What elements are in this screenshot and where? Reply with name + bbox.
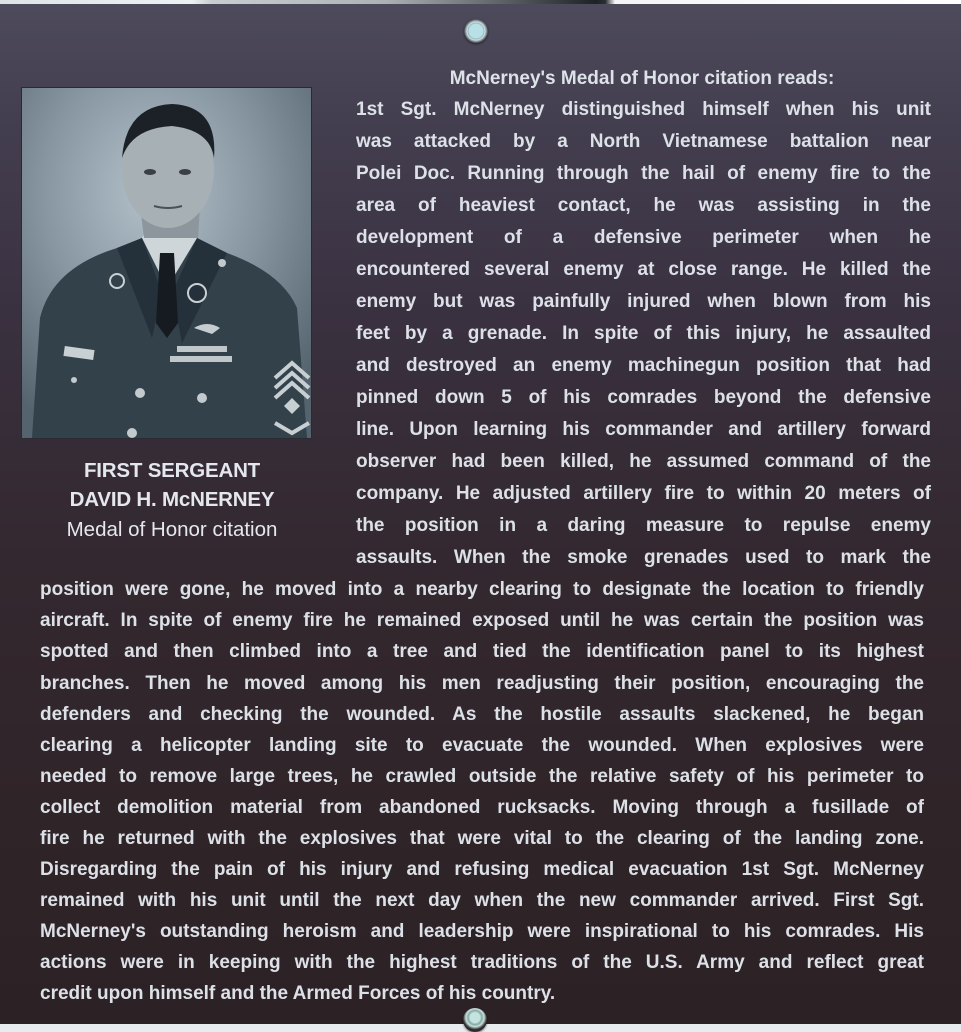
memorial-sign-board [0,4,961,1024]
citation-line: aircraft. In spite of enemy fire he remained exposed until he was certain the position was [40,610,924,631]
citation-line: credit upon himself and the Armed Forces of his country. [40,983,556,1004]
citation-line: needed to remove large trees, he crawled outside the relative safety of his perimeter to [40,766,924,787]
citation-heading: McNerney's Medal of Honor citation reads: [449,68,835,89]
citation-line: McNerney's outstanding heroism and leadership were inspirational to his comrades. His [40,921,924,942]
citation-line: Disregarding the pain of his injury and refusing medical evacuation 1st Sgt. McNerney [40,859,924,880]
citation-line: area of heaviest contact, he was assisting in the [356,195,931,216]
citation-line: encountered several enemy at close range. He killed the [356,259,931,280]
citation-line: the position in a daring measure to repulse enemy [356,515,931,536]
portrait-photo [22,88,311,438]
soldier-portrait-icon [22,88,311,438]
citation-line: development of a defensive perimeter when he [356,227,931,248]
citation-line: Polei Doc. Running through the hail of enemy fire to the [356,163,931,184]
mounting-bolt-top-icon [464,19,488,43]
citation-line: enemy but was painfully injured when blown from his [356,291,931,312]
citation-line: defenders and checking the wounded. As the hostile assaults slackened, he began [40,704,924,725]
citation-line: clearing a helicopter landing site to evacuate the wounded. When explosives were [40,735,924,756]
citation-line: pinned down 5 of his comrades beyond the defensive [356,387,931,408]
citation-line: position were gone, he moved into a nearby clearing to designate the location to friendly [40,579,924,600]
portrait-caption [22,456,322,546]
citation-line: and destroyed an enemy machinegun position that had [356,355,931,376]
citation-line: assaults. When the smoke grenades used to mark the [356,547,931,568]
citation-line: was attacked by a North Vietnamese battalion near [356,131,931,152]
caption-subtitle: Medal of Honor citation [66,518,278,541]
citation-line: collect demolition material from abandoned rucksacks. Moving through a fusillade of [40,797,924,818]
citation-line: feet by a grenade. In spite of this injury, he assaulted [356,323,931,344]
citation-line: remained with his unit until the next day when the new commander arrived. First Sgt. [40,890,924,911]
caption-rank: FIRST SERGEANT [83,459,260,482]
citation-line: fire he returned with the explosives that were vital to the clearing of the landing zone. [40,828,924,849]
citation-line: observer had been killed, he assumed command of the [356,451,931,472]
citation-line: branches. Then he moved among his men readjusting their position, encouraging the [40,673,924,694]
citation-line: company. He adjusted artillery fire to within 20 meters of [356,483,931,504]
citation-line: line. Upon learning his commander and artillery forward [356,419,931,440]
citation-line: spotted and then climbed into a tree and tied the identification panel to its highest [40,641,924,662]
citation-line: 1st Sgt. McNerney distinguished himself when his unit [356,99,931,120]
mounting-bolt-bottom-icon [463,1008,487,1032]
citation-line: actions were in keeping with the highest traditions of the U.S. Army and reflect great [40,952,924,973]
caption-name: DAVID H. McNERNEY [69,488,275,511]
